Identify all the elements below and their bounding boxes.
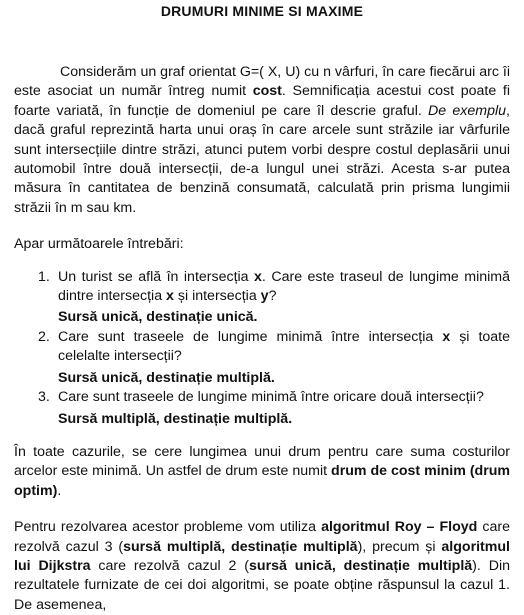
node-x: x — [254, 268, 262, 285]
node-x: x — [442, 328, 451, 345]
question-item-3 — [14, 388, 510, 429]
case-3-term: sursă multiplă, destinație multiplă — [123, 538, 358, 555]
solution-text-4: care rezolvă cazul 2 ( — [90, 557, 250, 574]
summary-text-2: . — [57, 482, 62, 499]
solution-text-5: ). Din rezultatele furnizate de cei doi algoritmi, se poate obține răspunsul la cazul 1. De asemenea, — [14, 557, 510, 613]
roy-floyd-term: algoritmul Roy – Floyd — [321, 519, 478, 536]
question-item-2 — [14, 328, 510, 388]
solution-text-1: Pentru rezolvarea acestor probleme vom utiliza — [14, 519, 322, 536]
question-text: Care sunt traseele de lungime minimă între oricare două intersecții? — [58, 389, 484, 406]
questions-list — [14, 268, 510, 429]
cost-term: cost — [252, 83, 282, 100]
question-text: și intersecția — [173, 288, 261, 305]
intro-paragraph — [14, 63, 510, 218]
question-number: 1. — [38, 268, 50, 285]
intro-text-3: , dacă graful reprezintă harta unui oraș în care arcele sunt străzile iar vârfurile sunt intersecțiile dintre străzi, atunci putem vorbi despre costul deplasării unui automobil între două intersecții, de-a lungul unei străzi. Acesta s-ar putea măsura în cantitatea de benzină consumată, calculată prin prisma lungimii străzii în m sau km. — [14, 102, 510, 216]
optimal-path-term: drum de cost minim (drum optim) — [14, 463, 511, 499]
summary-text-1: În toate cazurile, se cere lungimea unui drum pentru care suma costurilor arcelor este minimă. Un astfel de drum este numit — [14, 443, 510, 480]
node-y: y — [260, 288, 269, 305]
case-2-term: sursă unică, destinație multiplă — [249, 557, 473, 574]
question-text: Care sunt traseele de lungime minimă între intersecția — [58, 328, 443, 345]
question-number: 3. — [38, 389, 50, 406]
questions-intro: Apar următoarele întrebări: — [14, 236, 184, 253]
intro-text-1: Considerăm un graf orientat G=( X, U) cu n vârfuri, în care fiecărui arc îi este asociat un număr întreg numit — [14, 64, 510, 100]
question-text: Un turist se află în intersecția — [58, 268, 255, 285]
node-x: x — [166, 288, 174, 305]
example-phrase: De exemplu — [428, 102, 507, 119]
page-title: DRUMURI MINIME SI MAXIME — [160, 3, 364, 19]
question-answer: Sursă unică, destinație unică. — [58, 309, 258, 326]
question-text: ? — [268, 288, 277, 305]
summary-paragraph — [14, 443, 510, 501]
question-text: și toate celelalte intersecții? — [58, 328, 511, 365]
solution-text-2: care rezolvă cazul 3 ( — [14, 519, 510, 555]
solution-paragraph — [14, 518, 510, 615]
question-answer: Sursă multiplă, destinație multiplă. — [58, 410, 293, 427]
question-text: . Care este traseul de lungime minimă dintre intersecția — [58, 268, 510, 305]
question-item-1 — [14, 268, 510, 328]
question-answer: Sursă unică, destinație multiplă. — [58, 369, 275, 386]
dijkstra-term: algoritmul lui Dijkstra — [14, 538, 510, 574]
question-number: 2. — [38, 328, 50, 345]
intro-text-2: . Semnificația acestui cost poate fi foarte variată, în funcție de domeniul pe care îl descrie graful. — [14, 83, 510, 119]
solution-text-3: ), precum și — [357, 538, 442, 555]
